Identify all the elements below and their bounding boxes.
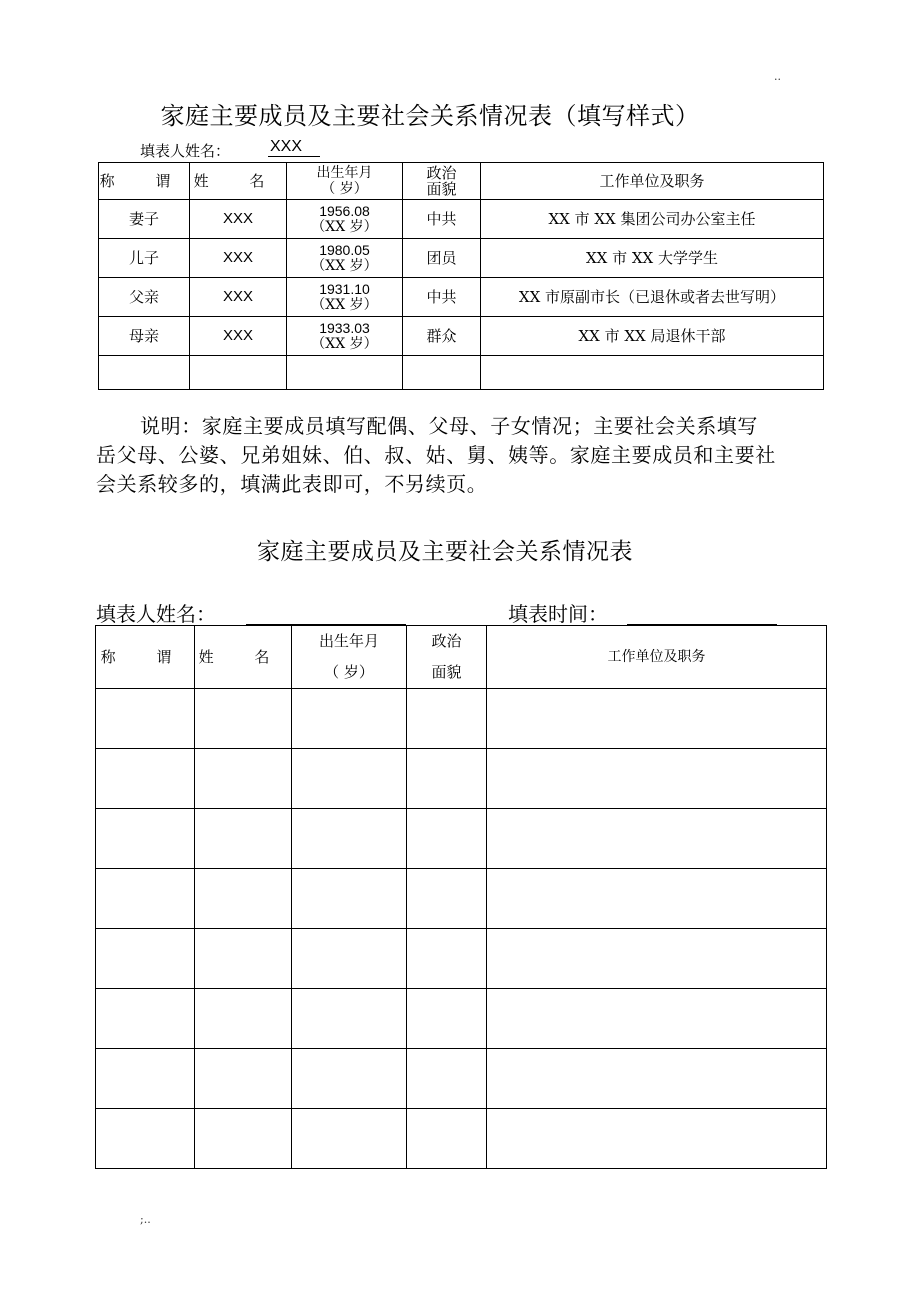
table-row bbox=[99, 317, 824, 356]
header-birth: 出生年月 （ 岁） bbox=[287, 163, 403, 200]
sample-filler-label: 填表人姓名： bbox=[140, 142, 231, 160]
cell-politics: 中共 bbox=[403, 278, 481, 317]
table-row bbox=[96, 989, 827, 1049]
cell-birth: 1931.10 （XX 岁） bbox=[287, 278, 403, 317]
header-birth: 出生年月 （ 岁） bbox=[292, 626, 407, 689]
blank-cell[interactable] bbox=[292, 809, 407, 869]
table-row bbox=[96, 929, 827, 989]
header-work: 工作单位及职务 bbox=[487, 626, 827, 689]
cell-work: XX 市原副市长（已退休或者去世写明） bbox=[481, 278, 824, 317]
blank-cell[interactable] bbox=[96, 929, 195, 989]
blank-cell[interactable] bbox=[407, 749, 487, 809]
corner-mark-top: .. bbox=[774, 70, 781, 83]
blank-filler-label: 填表人姓名： bbox=[96, 602, 216, 626]
cell-birth: 1933.03 （XX 岁） bbox=[287, 317, 403, 356]
blank-cell[interactable] bbox=[96, 869, 195, 929]
corner-mark-bottom: ;.. bbox=[140, 1213, 151, 1226]
cell-politics: 团员 bbox=[403, 239, 481, 278]
cell-work: XX 市 XX 大学学生 bbox=[481, 239, 824, 278]
instructions-note: 说明：家庭主要成员填写配偶、父母、子女情况；主要社会关系填写岳父母、公婆、兄弟姐妹、伯、叔、姑、舅、姨等。家庭主要成员和主要社会关系较多的，填满此表即可，不另续页。 bbox=[96, 414, 776, 496]
blank-cell[interactable] bbox=[195, 689, 292, 749]
table-row-empty bbox=[99, 356, 824, 390]
sample-header-row bbox=[99, 163, 824, 200]
sample-filler-value: XXX bbox=[268, 138, 320, 157]
cell-relation: 妻子 bbox=[99, 200, 190, 239]
blank-cell[interactable] bbox=[195, 749, 292, 809]
blank-cell[interactable] bbox=[96, 689, 195, 749]
header-name: 姓 名 bbox=[195, 626, 292, 689]
blank-cell[interactable] bbox=[96, 1109, 195, 1169]
header-relation: 称 谓 bbox=[99, 163, 190, 200]
cell-relation: 父亲 bbox=[99, 278, 190, 317]
blank-cell[interactable] bbox=[195, 989, 292, 1049]
blank-cell[interactable] bbox=[96, 1049, 195, 1109]
header-politics: 政治 面貌 bbox=[407, 626, 487, 689]
header-name: 姓 名 bbox=[190, 163, 287, 200]
blank-cell[interactable] bbox=[487, 929, 827, 989]
blank-cell[interactable] bbox=[292, 1109, 407, 1169]
blank-cell[interactable] bbox=[407, 989, 487, 1049]
blank-cell[interactable] bbox=[407, 1109, 487, 1169]
blank-cell[interactable] bbox=[292, 1049, 407, 1109]
table-row bbox=[99, 200, 824, 239]
blank-cell[interactable] bbox=[487, 869, 827, 929]
cell-work: XX 市 XX 集团公司办公室主任 bbox=[481, 200, 824, 239]
cell-birth: 1980.05 （XX 岁） bbox=[287, 239, 403, 278]
blank-cell[interactable] bbox=[292, 689, 407, 749]
blank-cell[interactable] bbox=[195, 929, 292, 989]
sample-form-title: 家庭主要成员及主要社会关系情况表（填写样式） bbox=[160, 102, 700, 130]
table-row bbox=[96, 749, 827, 809]
blank-cell[interactable] bbox=[487, 809, 827, 869]
blank-cell[interactable] bbox=[292, 869, 407, 929]
blank-time-label: 填表时间： bbox=[508, 602, 608, 626]
cell-work: XX 市 XX 局退休干部 bbox=[481, 317, 824, 356]
header-politics: 政治 面貌 bbox=[403, 163, 481, 200]
blank-cell[interactable] bbox=[96, 749, 195, 809]
table-row bbox=[96, 689, 827, 749]
sample-table bbox=[98, 162, 824, 390]
table-row bbox=[96, 1109, 827, 1169]
blank-cell[interactable] bbox=[195, 1109, 292, 1169]
blank-cell[interactable] bbox=[487, 749, 827, 809]
table-row bbox=[96, 809, 827, 869]
blank-cell[interactable] bbox=[195, 1049, 292, 1109]
header-work: 工作单位及职务 bbox=[481, 163, 824, 200]
blank-cell[interactable] bbox=[487, 689, 827, 749]
blank-cell[interactable] bbox=[407, 869, 487, 929]
cell-politics: 中共 bbox=[403, 200, 481, 239]
table-row bbox=[96, 869, 827, 929]
blank-cell[interactable] bbox=[407, 1049, 487, 1109]
cell-politics: 群众 bbox=[403, 317, 481, 356]
cell-birth: 1956.08 （XX 岁） bbox=[287, 200, 403, 239]
blank-cell[interactable] bbox=[96, 809, 195, 869]
blank-cell[interactable] bbox=[407, 689, 487, 749]
blank-cell[interactable] bbox=[487, 989, 827, 1049]
blank-table bbox=[95, 625, 827, 1169]
blank-cell[interactable] bbox=[407, 929, 487, 989]
cell-relation: 母亲 bbox=[99, 317, 190, 356]
blank-cell[interactable] bbox=[292, 989, 407, 1049]
blank-cell[interactable] bbox=[292, 929, 407, 989]
blank-cell[interactable] bbox=[487, 1109, 827, 1169]
header-relation: 称 谓 bbox=[96, 626, 195, 689]
table-row bbox=[99, 239, 824, 278]
blank-cell[interactable] bbox=[407, 809, 487, 869]
cell-name: XXX bbox=[190, 278, 287, 317]
cell-name: XXX bbox=[190, 200, 287, 239]
blank-header-row bbox=[96, 626, 827, 689]
table-row bbox=[99, 278, 824, 317]
blank-cell[interactable] bbox=[195, 809, 292, 869]
blank-cell[interactable] bbox=[292, 749, 407, 809]
cell-name: XXX bbox=[190, 317, 287, 356]
cell-relation: 儿子 bbox=[99, 239, 190, 278]
blank-cell[interactable] bbox=[487, 1049, 827, 1109]
cell-name: XXX bbox=[190, 239, 287, 278]
blank-cell[interactable] bbox=[96, 989, 195, 1049]
table-row bbox=[96, 1049, 827, 1109]
blank-form-title: 家庭主要成员及主要社会关系情况表 bbox=[257, 539, 633, 565]
blank-cell[interactable] bbox=[195, 869, 292, 929]
